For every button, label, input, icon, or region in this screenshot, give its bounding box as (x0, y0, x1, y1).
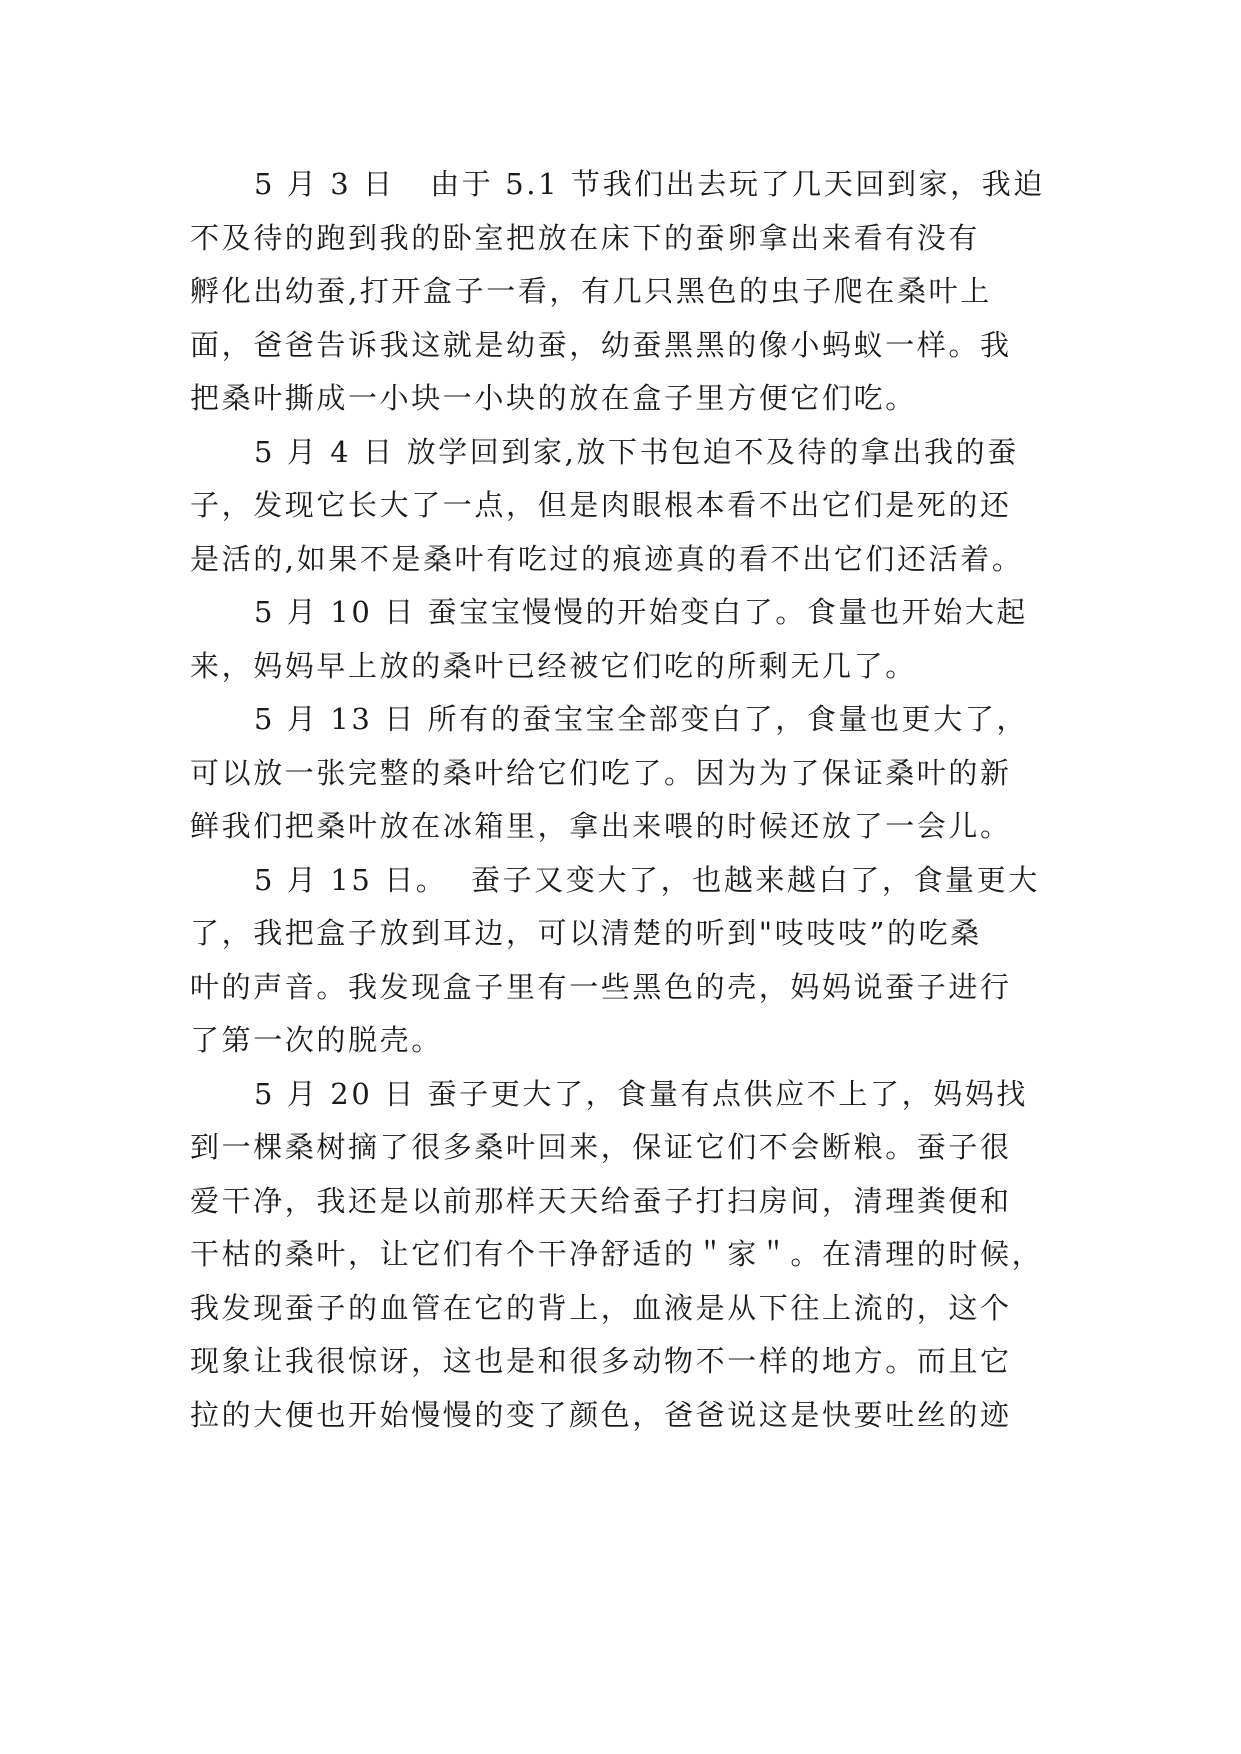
paragraph-may-3-line-5: 把桑叶撕成一小块一小块的放在盒子里方便它们吃。 (190, 381, 917, 415)
paragraph-may-15-line-1: 5 月 15 日。 蚕子又变大了，也越来越白了，食量更大 (254, 862, 1040, 897)
paragraph-may-15-line-3: 叶的声音。我发现盒子里有一些黑色的壳，妈妈说蚕子进行 (190, 969, 1012, 1004)
diary-text-body (190, 158, 1070, 1442)
paragraph-may-3-line-3: 孵化出幼蚕,打开盒子一看，有几只黑色的虫子爬在桑叶上 (190, 274, 992, 308)
paragraph-may-13-line-2: 可以放一张完整的桑叶给它们吃了。因为为了保证桑叶的新 (190, 755, 1012, 790)
paragraph-may-20-line-6: 现象让我很惊讶，这也是和很多动物不一样的地方。而且它 (190, 1344, 1012, 1378)
paragraph-may-20-line-7: 拉的大便也开始慢慢的变了颜色，爸爸说这是快要吐丝的迹 (190, 1397, 1012, 1432)
paragraph-may-20-line-1: 5 月 20 日 蚕子更大了，食量有点供应不上了，妈妈找 (254, 1076, 1029, 1111)
paragraph-may-3-line-1: 5 月 3 日 由于 5.1 节我们出去玩了几天回到家，我迫 (254, 167, 1045, 201)
paragraph-may-4-line-1: 5 月 4 日 放学回到家,放下书包迫不及待的拿出我的蚕 (254, 434, 1019, 469)
paragraph-may-20-line-5: 我发现蚕子的血管在它的背上，血液是从下往上流的，这个 (190, 1290, 1012, 1325)
paragraph-may-3-line-2: 不及待的跑到我的卧室把放在床下的蚕卵拿出来看有没有 (190, 220, 981, 255)
paragraph-may-4-line-3: 是活的,如果不是桑叶有吃过的痕迹真的看不出它们还活着。 (190, 541, 1024, 576)
paragraph-may-4-line-2: 子，发现它长大了一点，但是肉眼根本看不出它们是死的还 (190, 488, 1012, 522)
paragraph-may-13-line-3: 鲜我们把桑叶放在冰箱里，拿出来喂的时候还放了一会儿。 (190, 809, 1012, 843)
paragraph-may-20-line-3: 爱干净，我还是以前那样天天给蚕子打扫房间，清理粪便和 (190, 1183, 1012, 1218)
paragraph-may-20-line-4: 干枯的桑叶，让它们有个干净舒适的＂家＂。在清理的时候， (190, 1237, 1044, 1271)
paragraph-may-20-line-2: 到一棵桑树摘了很多桑叶回来，保证它们不会断粮。蚕子很 (190, 1130, 1012, 1164)
paragraph-may-10-line-2: 来，妈妈早上放的桑叶已经被它们吃的所剩无几了。 (190, 648, 917, 683)
paragraph-may-13-line-1: 5 月 13 日 所有的蚕宝宝全部变白了，食量也更大了， (254, 702, 1029, 736)
paragraph-may-3-line-4: 面，爸爸告诉我这就是幼蚕，幼蚕黑黑的像小蚂蚁一样。我 (190, 327, 1012, 362)
paragraph-may-15-line-4: 了第一次的脱壳。 (190, 1023, 443, 1057)
paragraph-may-10-line-1: 5 月 10 日 蚕宝宝慢慢的开始变白了。食量也开始大起 (254, 595, 1029, 629)
paragraph-may-15-line-2: 了，我把盒子放到耳边，可以清楚的听到"吱吱吱”的吃桑 (190, 916, 982, 950)
